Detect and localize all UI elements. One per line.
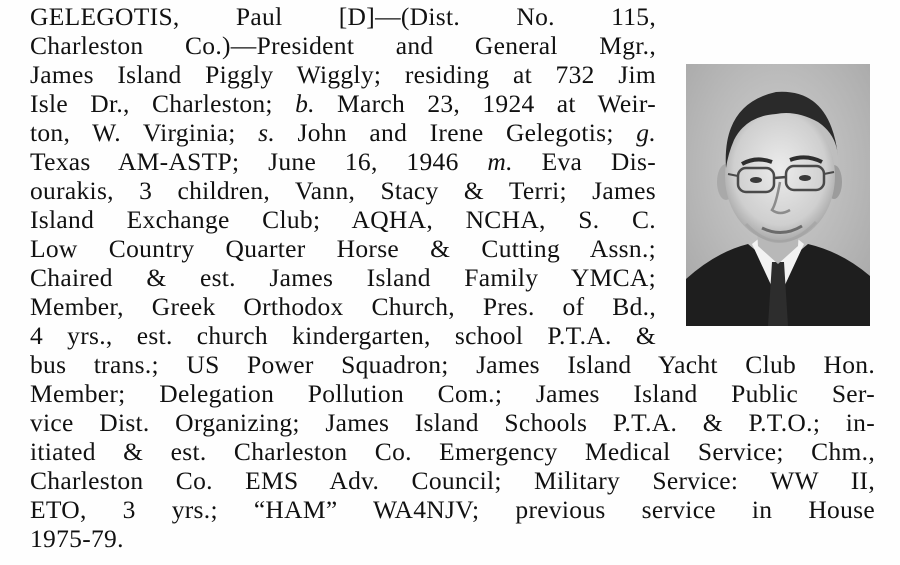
bio-line-8 xyxy=(30,205,656,234)
bio-text: Charleston Co.)—President and General Mgr., xyxy=(30,31,656,60)
bio-abbrev-married: m. xyxy=(487,147,513,176)
bio-abbrev-graduated: g. xyxy=(636,118,656,147)
bio-text: Charleston Co. EMS Adv. Council; Military Service: WW II, xyxy=(30,466,875,495)
bio-line-17 xyxy=(30,466,875,495)
bio-text: 1975-79. xyxy=(30,524,124,553)
bio-line-3 xyxy=(30,60,656,89)
bio-line-12 xyxy=(30,321,656,350)
bio-text: ton, W. Virginia; xyxy=(30,118,259,147)
bio-line-14 xyxy=(30,379,875,408)
bio-text: Low Country Quarter Horse & Cutting Assn.; xyxy=(30,234,656,263)
bio-text: Texas AM-ASTP; June 16, 1946 xyxy=(30,147,488,176)
bio-line-11 xyxy=(30,292,656,321)
bio-line-16 xyxy=(30,437,875,466)
bio-text: Eva Dis- xyxy=(512,147,656,176)
bio-text: Island Exchange Club; AQHA, NCHA, S. C. xyxy=(30,205,656,234)
bio-line-2 xyxy=(30,31,656,60)
bio-abbrev-son: s. xyxy=(258,118,276,147)
bio-text: Member; Delegation Pollution Com.; James Island Public Ser- xyxy=(30,379,875,408)
bio-line-10 xyxy=(30,263,656,292)
bio-line-15 xyxy=(30,408,875,437)
bio-line-4 xyxy=(30,89,656,118)
bio-line-13 xyxy=(30,350,875,379)
bio-text: ETO, 3 yrs.; “HAM” WA4NJV; previous service in House xyxy=(30,495,875,524)
person-portrait-icon xyxy=(686,64,870,326)
bio-text: 4 yrs., est. church kindergarten, school P.T.A. & xyxy=(30,321,656,350)
bio-line-9 xyxy=(30,234,656,263)
bio-line-18 xyxy=(30,495,875,524)
bio-text: Chaired & est. James Island Family YMCA; xyxy=(30,263,656,292)
bio-line-19 xyxy=(30,524,124,553)
bio-text: John and Irene Gelegotis; xyxy=(275,118,637,147)
bio-line-1 xyxy=(30,2,656,31)
portrait-photo xyxy=(686,64,870,326)
bio-text: Isle Dr., Charleston; xyxy=(30,89,296,118)
bio-line-6 xyxy=(30,147,656,176)
bio-text: bus trans.; US Power Squadron; James Island Yacht Club Hon. xyxy=(30,350,875,379)
bio-text: Member, Greek Orthodox Church, Pres. of Bd., xyxy=(30,292,656,321)
bio-text: James Island Piggly Wiggly; residing at 732 Jim xyxy=(30,60,656,89)
bio-text: GELEGOTIS, Paul [D]—(Dist. No. 115, xyxy=(30,2,656,31)
bio-text: March 23, 1924 at Weir- xyxy=(314,89,656,118)
bio-line-5 xyxy=(30,118,656,147)
bio-line-7 xyxy=(30,176,656,205)
bio-text: ourakis, 3 children, Vann, Stacy & Terri; James xyxy=(30,176,656,205)
bio-text: itiated & est. Charleston Co. Emergency Medical Service; Chm., xyxy=(30,437,875,466)
bio-text: vice Dist. Organizing; James Island Schools P.T.A. & P.T.O.; in- xyxy=(30,408,875,437)
bio-abbrev-born: b. xyxy=(295,89,315,118)
